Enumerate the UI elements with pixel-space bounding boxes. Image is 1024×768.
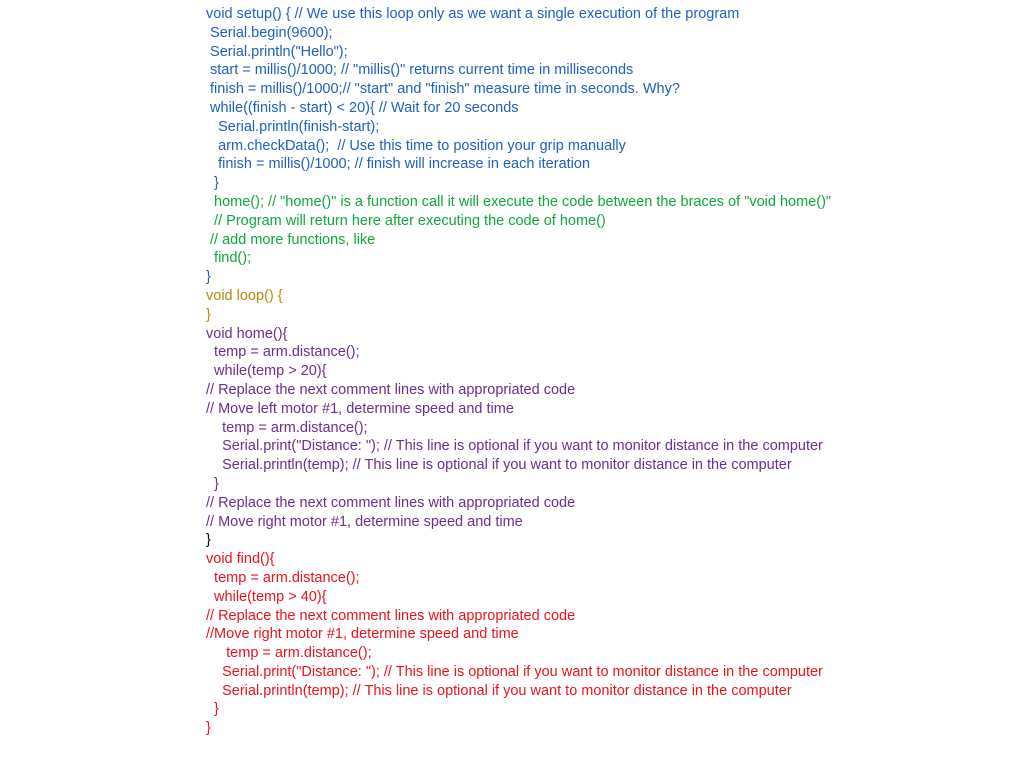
code-line: void find(){ — [206, 551, 275, 568]
code-line: Serial.begin(9600); — [206, 24, 333, 41]
code-line: } — [206, 532, 211, 549]
code-line: void setup() { // We use this loop only as we want a single execution of the program — [206, 6, 740, 22]
code-line: while((finish - start) < 20){ // Wait for 20 seconds — [206, 99, 519, 116]
code-line: // Replace the next comment lines with appropriated code — [206, 381, 576, 398]
code-line: // Program will return here after executing the code of home() — [206, 212, 606, 229]
code-line: find(); — [206, 250, 252, 267]
code-line: Serial.println(temp); // This line is optional if you want to monitor distance in the computer — [206, 457, 792, 474]
code-line: temp = arm.distance(); — [206, 419, 368, 436]
code-line: // Replace the next comment lines with appropriated code — [206, 607, 576, 624]
code-line: Serial.println(temp); // This line is optional if you want to monitor distance in the computer — [206, 682, 792, 699]
code-line: } — [206, 269, 211, 286]
code-line: } — [206, 701, 219, 718]
code-line: start = millis()/1000; // "millis()" returns current time in milliseconds — [206, 62, 634, 79]
code-line: Serial.println("Hello"); — [206, 43, 348, 60]
code-line: // add more functions, like — [206, 231, 376, 248]
code-line: Serial.print("Distance: "); // This line is optional if you want to monitor distance in the computer — [206, 438, 823, 455]
code-line: temp = arm.distance(); — [206, 645, 372, 662]
code-line: Serial.println(finish-start); — [206, 118, 380, 135]
code-line: // Replace the next comment lines with appropriated code — [206, 494, 576, 511]
code-line: } — [206, 306, 211, 323]
code-line: temp = arm.distance(); — [206, 344, 360, 361]
code-line: home(); // "home()" is a function call it will execute the code between the braces of "void home()" — [206, 193, 832, 210]
code-line: finish = millis()/1000; // finish will increase in each iteration — [206, 156, 591, 173]
code-line: // Move left motor #1, determine speed and time — [206, 400, 514, 417]
code-line: // Move right motor #1, determine speed and time — [206, 513, 523, 530]
code-line: void home(){ — [206, 325, 288, 342]
code-line: } — [206, 175, 219, 192]
code-listing — [206, 5, 1006, 738]
code-line: while(temp > 20){ — [206, 363, 327, 380]
code-line: //Move right motor #1, determine speed and time — [206, 626, 519, 643]
code-line: void loop() { — [206, 287, 283, 304]
code-line: } — [206, 475, 219, 492]
code-line: arm.checkData(); // Use this time to position your grip manually — [206, 137, 626, 154]
code-line: } — [206, 720, 211, 737]
code-line: Serial.print("Distance: "); // This line is optional if you want to monitor distance in the computer — [206, 663, 823, 680]
code-line: finish = millis()/1000;// "start" and "finish" measure time in seconds. Why? — [206, 81, 680, 98]
code-line: temp = arm.distance(); — [206, 569, 360, 586]
code-line: while(temp > 40){ — [206, 588, 327, 605]
